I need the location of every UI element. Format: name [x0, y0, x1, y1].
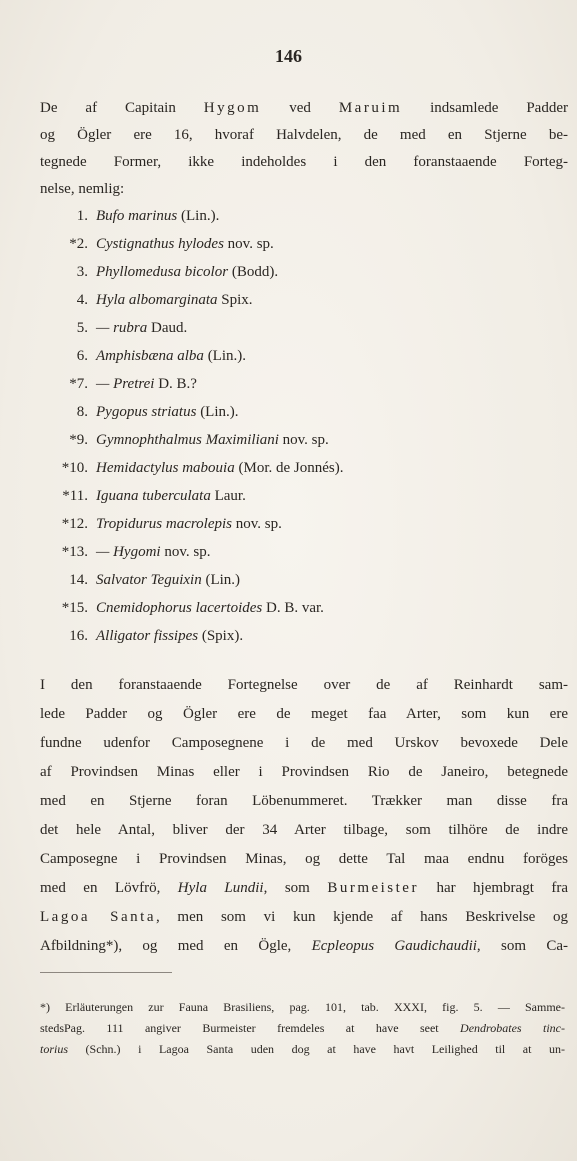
- species-name: — Pretrei: [96, 376, 155, 392]
- species-name: Phyllomedusa bicolor: [96, 264, 229, 280]
- paragraph-line: af Provindsen Minas eller i Provindsen Rio de Janeiro, betegnede: [40, 764, 568, 780]
- paragraph-line: med en Stjerne foran Löbenummeret. Trækker man disse fra: [40, 793, 568, 809]
- paragraph-line: Camposegne i Provindsen Minas, og dette Tal maa endnu foröges: [40, 851, 568, 867]
- paragraph-line: fundne udenfor Camposegnene i de med Urskov bevoxede Dele: [40, 735, 568, 751]
- species-author: Spix.: [221, 292, 253, 308]
- footnote-rule: [40, 972, 172, 973]
- species-number: 5.: [76, 320, 88, 336]
- paragraph-line: lede Padder og Ögler ere de meget faa Arter, som kun ere: [40, 706, 568, 722]
- species-item: [40, 487, 246, 505]
- paragraph-line: det hele Antal, bliver der 34 Arter tilbage, som tilhöre de indre: [40, 822, 568, 838]
- species-item: [40, 375, 197, 393]
- species-item: [40, 263, 278, 281]
- page-number: 146: [275, 46, 302, 66]
- species-author: (Lin.).: [181, 208, 220, 224]
- species-item: [40, 459, 343, 477]
- species-author: D. B. var.: [266, 600, 324, 616]
- species-name: — rubra: [96, 320, 148, 336]
- species-name: torius: [40, 1042, 69, 1056]
- species-name: Pygopus striatus: [96, 404, 197, 420]
- species-number: 4.: [76, 292, 88, 308]
- species-author: D. B.?: [158, 376, 197, 392]
- species-author: (Bodd).: [231, 264, 279, 280]
- species-number: 8.: [76, 404, 88, 420]
- species-name: Dendrobates tinc-: [460, 1021, 565, 1035]
- place-name: Lagoa Santa: [40, 909, 156, 925]
- intro-line: og Ögler ere 16, hvoraf Halvdelen, de med en Stjerne be-: [40, 127, 568, 143]
- species-author: nov. sp.: [235, 516, 282, 532]
- species-author: nov. sp.: [164, 544, 211, 560]
- species-name: Salvator Teguixin: [96, 572, 202, 588]
- species-item: [40, 291, 253, 309]
- species-number: 3.: [76, 264, 88, 280]
- species-number: 14.: [69, 572, 88, 588]
- species-number: *15.: [61, 600, 88, 616]
- intro-line: De af Capitain Hygom ved Maruim indsamlede Padder: [40, 100, 568, 116]
- species-name: Hyla albomarginata: [96, 292, 218, 308]
- footnote-line: *) Erläuterungen zur Fauna Brasiliens, pag. 101, tab. XXXI, fig. 5. — Samme-: [40, 1000, 565, 1014]
- species-number: 1.: [76, 208, 88, 224]
- person-name: Hygom: [203, 100, 262, 116]
- species-name: Tropidurus macrolepis: [96, 516, 232, 532]
- species-item: [40, 515, 282, 533]
- species-item: [40, 599, 324, 617]
- species-name: Iguana tuberculata: [96, 488, 211, 504]
- species-name: Bufo marinus: [96, 208, 178, 224]
- intro-line: nelse, nemlig:: [40, 181, 125, 197]
- species-name: Cnemidophorus lacertoides: [96, 600, 263, 616]
- intro-line: tegnede Former, ikke indeholdes i den foranstaaende Forteg-: [40, 154, 568, 170]
- species-item: [40, 431, 329, 449]
- species-name: Alligator fissipes: [96, 628, 199, 644]
- species-author: (Lin.): [205, 572, 241, 588]
- species-item: [40, 319, 187, 337]
- footnote-line: torius (Schn.) i Lagoa Santa uden dog at have havt Leilighed til at un-: [40, 1042, 565, 1056]
- species-number: *10.: [61, 460, 88, 476]
- footnote-line: stedsPag. 111 angiver Burmeister fremdeles at have seet Dendrobates tinc-: [40, 1021, 565, 1035]
- species-author: Daud.: [151, 320, 188, 336]
- species-number: 16.: [69, 628, 88, 644]
- species-author: nov. sp.: [282, 432, 329, 448]
- species-number: *12.: [61, 516, 88, 532]
- species-name: Gymnophthalmus Maximiliani: [96, 432, 279, 448]
- person-name: Burmeister: [327, 880, 419, 896]
- species-number: 6.: [76, 348, 88, 364]
- species-author: (Lin.).: [207, 348, 247, 364]
- paragraph-line: Lagoa Santa, men som vi kun kjende af hans Beskrivelse og: [40, 909, 568, 925]
- species-author: (Mor. de Jonnés).: [238, 460, 344, 476]
- species-item: [40, 235, 274, 253]
- species-number: *13.: [61, 544, 88, 560]
- species-item: [40, 627, 243, 645]
- species-item: [40, 571, 240, 589]
- species-number: *11.: [62, 488, 88, 504]
- species-name: Hemidactylus mabouia: [96, 460, 235, 476]
- species-number: *2.: [69, 236, 88, 252]
- species-item: [40, 543, 210, 561]
- species-author: Laur.: [214, 488, 246, 504]
- species-name: Ecpleopus Gaudichaudii: [311, 938, 477, 954]
- species-item: [40, 207, 219, 225]
- place-name: Maruim: [338, 100, 403, 116]
- species-name: Amphisbæna alba: [96, 348, 204, 364]
- species-item: [40, 347, 246, 365]
- species-name: — Hygomi: [96, 544, 161, 560]
- species-number: *9.: [69, 432, 88, 448]
- species-name: Cystignathus hylodes: [96, 236, 224, 252]
- paragraph-line: I den foranstaaende Fortegnelse over de af Reinhardt sam-: [40, 677, 568, 693]
- paragraph-line: Afbildning*), og med en Ögle, Ecpleopus Gaudichaudii, som Ca-: [40, 938, 568, 954]
- species-name: Hyla Lundii: [177, 880, 264, 896]
- species-number: *7.: [69, 376, 88, 392]
- species-author: (Spix).: [201, 628, 244, 644]
- species-author: (Lin.).: [200, 404, 239, 420]
- species-author: nov. sp.: [227, 236, 274, 252]
- paragraph-line: med en Lövfrö, Hyla Lundii, som Burmeister har hjembragt fra: [40, 880, 568, 896]
- species-item: [40, 403, 239, 421]
